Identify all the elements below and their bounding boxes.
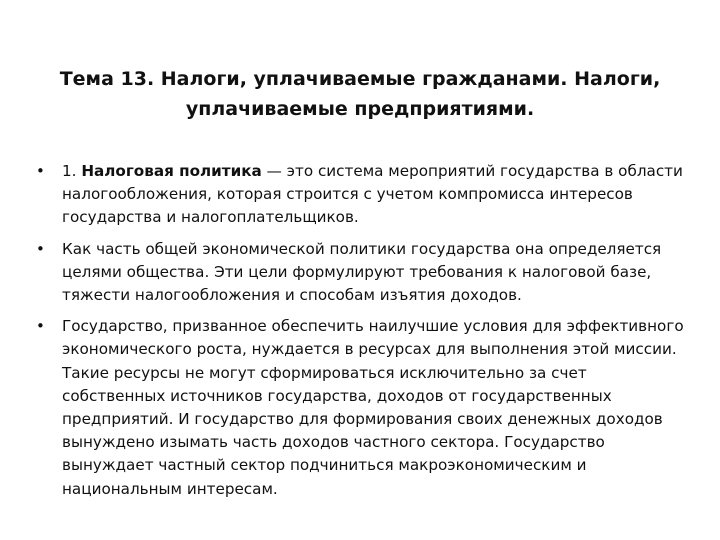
slide-title: Тема 13. Налоги, уплачиваемые гражданами. Налоги, уплачиваемые предприятиями. xyxy=(59,68,661,120)
bullet-item xyxy=(36,160,686,230)
bullet-item xyxy=(36,315,686,501)
bullet-text: Как часть общей экономической политики государства она определяется целями общества. Эти цели формулируют требования к налоговой базе, тяжести налогообложения и способам изъятия доходов. xyxy=(62,239,662,305)
bullet-marker: • xyxy=(36,239,45,258)
bullet-prefix: 1. xyxy=(62,162,82,180)
bullet-term: Налоговая политика xyxy=(81,162,262,180)
bullet-item xyxy=(36,238,686,308)
bullet-text: — это система мероприятий государства в области налогообложения, которая строится с учетом компромисса интересов государства и налогоплательщиков. xyxy=(62,162,683,227)
bullet-marker: • xyxy=(36,162,45,180)
bullet-list xyxy=(36,160,686,509)
bullet-text: Государство, призванное обеспечить наилучшие условия для эффективного экономического роста, нуждается в ресурсах для выполнения этой миссии. Такие ресурсы не могут сформироваться исключительно за счет собственных источников государства, доходов от государственных предприятий. И государство для формирования своих денежных доходов вынуждено изымать часть доходов частного сектора. Государство вынуждает частный сектор подчиниться макроэкономическим и национальным интересам. xyxy=(62,317,684,498)
bullet-marker: • xyxy=(36,317,45,336)
